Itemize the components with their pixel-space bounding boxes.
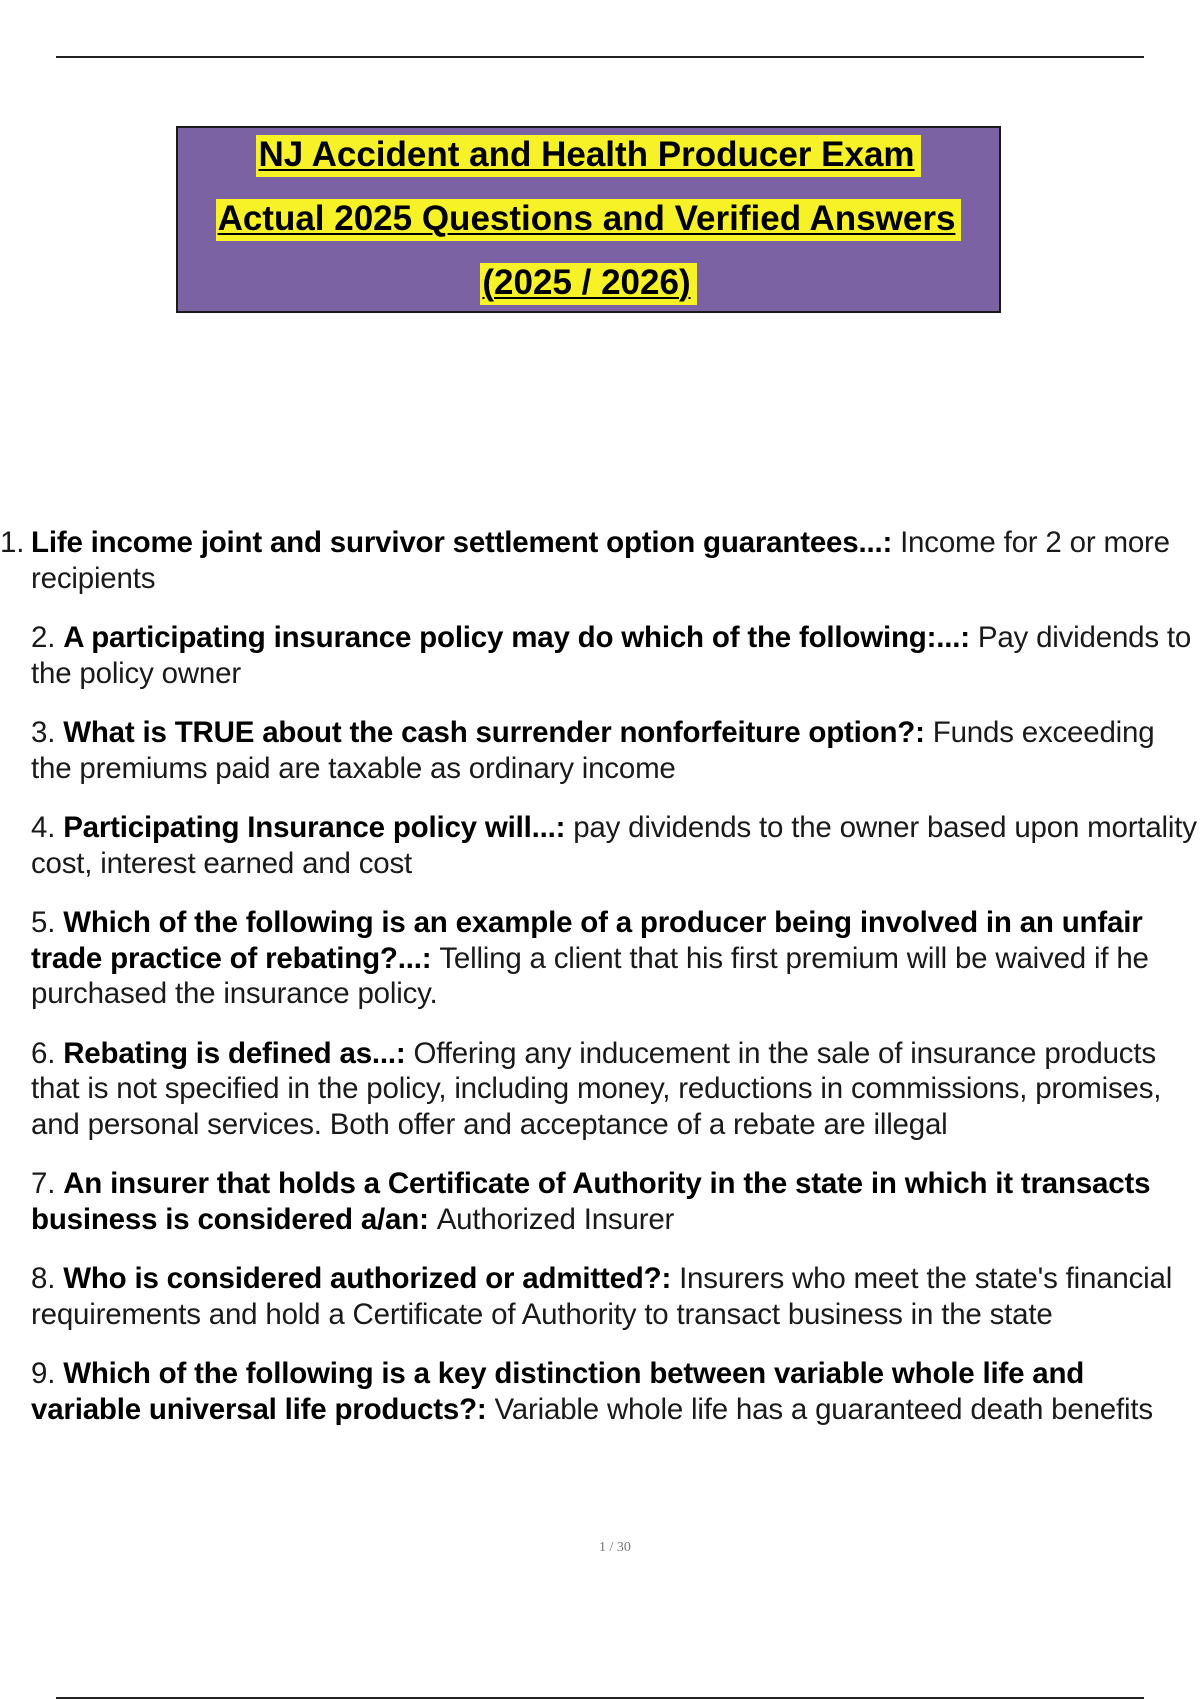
item-number: 8. bbox=[31, 1262, 64, 1295]
title-box bbox=[176, 126, 1001, 313]
question-text: Who is considered authorized or admitted?: bbox=[63, 1262, 680, 1295]
answer-text: Variable whole life has a guaranteed death benefits bbox=[494, 1392, 1153, 1426]
question-text: Life income joint and survivor settlement option guarantees...: bbox=[31, 526, 901, 559]
top-rule bbox=[56, 56, 1144, 58]
question-text: Rebating is defined as...: bbox=[63, 1036, 414, 1070]
answer-text: Insurers who meet the state's financial requirements and hold a Certificate of Authority to transact business in the state bbox=[31, 1262, 1173, 1331]
qa-item-4 bbox=[0, 810, 1200, 881]
qa-item-2 bbox=[0, 620, 1200, 691]
answer-text: Pay dividends to the policy owner bbox=[31, 621, 1192, 690]
item-number: 3. bbox=[31, 716, 64, 749]
qa-item-8 bbox=[0, 1261, 1200, 1332]
item-number: 1. bbox=[0, 526, 25, 559]
title-line-3: (2025 / 2026) bbox=[480, 263, 696, 305]
qa-item-5 bbox=[0, 905, 1200, 1012]
bottom-rule bbox=[56, 1697, 1144, 1699]
question-text: Participating Insurance policy will...: bbox=[63, 811, 574, 844]
qa-item-9 bbox=[0, 1356, 1200, 1427]
item-number: 5. bbox=[31, 906, 64, 939]
title-line-1: NJ Accident and Health Producer Exam bbox=[256, 135, 920, 177]
answer-text: Offering any inducement in the sale of insurance products that is not specified in the policy, including money, reductions in commissions, promises, and personal services. Both offer and acceptance of a rebate are illegal bbox=[31, 1036, 1162, 1141]
answer-text: Telling a client that his first premium will be waived if he purchased the insurance policy. bbox=[31, 941, 1149, 1010]
question-text: Which of the following is an example of a producer being involved in an unfair trade practice of rebating?...: bbox=[31, 906, 1143, 975]
qa-item-1 bbox=[0, 525, 1200, 596]
title-line-2: Actual 2025 Questions and Verified Answers bbox=[216, 199, 962, 241]
item-number: 7. bbox=[31, 1167, 64, 1200]
qa-item-7 bbox=[0, 1166, 1200, 1237]
question-list bbox=[0, 525, 1200, 1451]
item-number: 6. bbox=[31, 1036, 64, 1070]
answer-text: Funds exceeding the premiums paid are taxable as ordinary income bbox=[31, 716, 1155, 785]
question-text: Which of the following is a key distinction between variable whole life and variable universal life products?: bbox=[31, 1357, 1085, 1426]
qa-item-3 bbox=[0, 715, 1200, 786]
qa-item-6 bbox=[0, 1036, 1200, 1143]
question-text: A participating insurance policy may do which of the following:...: bbox=[63, 621, 978, 654]
question-text: What is TRUE about the cash surrender nonforfeiture option?: bbox=[63, 716, 933, 749]
page-number: 1 / 30 bbox=[599, 1540, 631, 1555]
item-number: 2. bbox=[31, 621, 64, 654]
item-number: 4. bbox=[31, 811, 64, 844]
answer-text: pay dividends to the owner based upon mortality cost, interest earned and cost bbox=[31, 811, 1197, 880]
answer-text: Income for 2 or more recipients bbox=[31, 526, 1170, 595]
item-number: 9. bbox=[31, 1357, 64, 1390]
answer-text: Authorized Insurer bbox=[436, 1202, 675, 1236]
question-text: An insurer that holds a Certificate of Authority in the state in which it transacts business is considered a/an: bbox=[31, 1167, 1151, 1236]
